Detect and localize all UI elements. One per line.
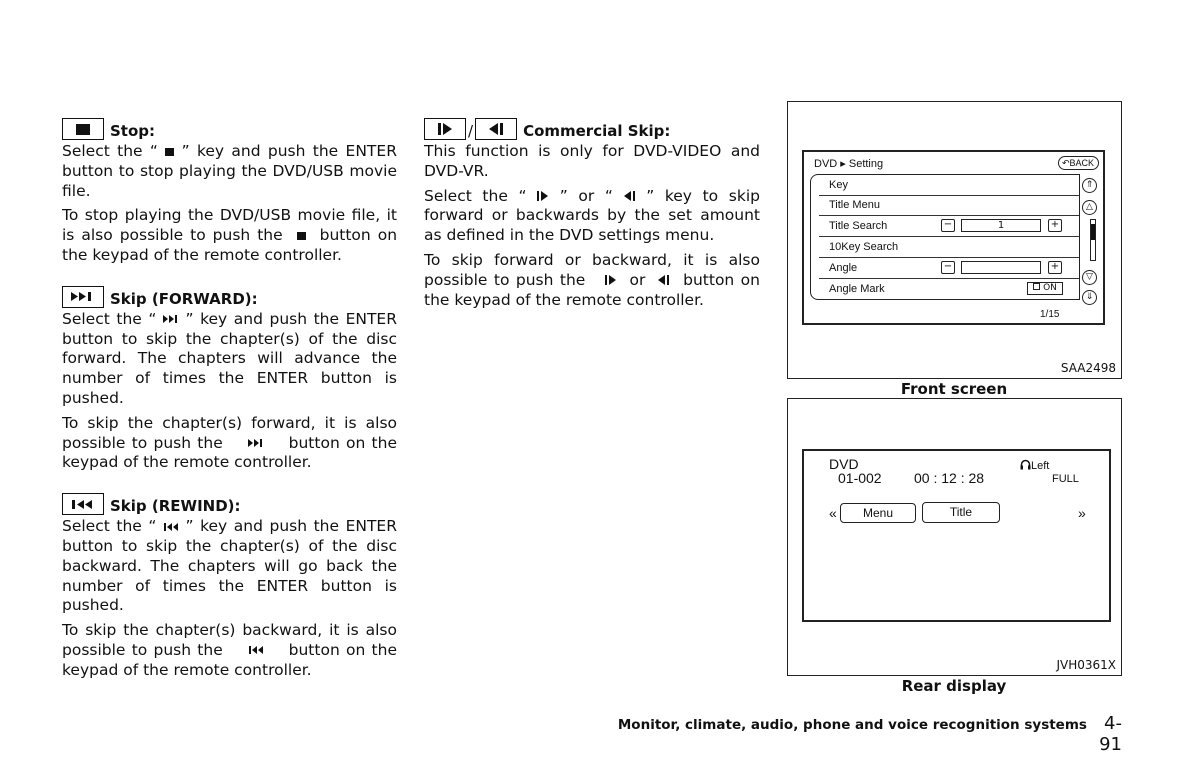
skip-rewind-paragraph-1: Select the “ ” key and push the ENTER button to skip the chapter(s) of the disc backward. The chapters will go back the number of times the ENTER button is pushed. bbox=[62, 517, 398, 615]
menu-item-angle-mark[interactable]: Angle Mark ON bbox=[819, 279, 1079, 299]
next-arrow-icon[interactable]: » bbox=[1078, 505, 1086, 521]
rear-display-screen bbox=[802, 449, 1111, 622]
commercial-skip-paragraph-2: Select the “ ” or “ ” key to skip forward or backwards by the set amount as defined in the DVD settings menu. bbox=[424, 186, 760, 245]
title-search-value: 1 bbox=[961, 219, 1041, 232]
scroll-bottom-icon[interactable]: ⇓ bbox=[1082, 290, 1097, 305]
commercial-skip-back-key-icon bbox=[475, 118, 517, 140]
toggle-indicator-icon bbox=[1033, 283, 1040, 290]
menu-button[interactable]: Menu bbox=[840, 503, 916, 523]
commercial-skip-separator: / bbox=[468, 122, 474, 140]
rear-display-caption: Rear display bbox=[901, 677, 1007, 695]
stop-heading bbox=[62, 114, 397, 140]
skip-forward-icon bbox=[163, 315, 179, 323]
skip-forward-paragraph-2: To skip the chapter(s) forward, it is also possible to push the button on the keypad of the remote controller. bbox=[62, 413, 397, 472]
prev-arrow-icon[interactable]: « bbox=[829, 505, 837, 521]
track-number: 01-002 bbox=[838, 470, 882, 486]
footer-section-title: Monitor, climate, audio, phone and voice recognition systems bbox=[617, 717, 1087, 733]
commercial-skip-forward-icon bbox=[605, 275, 617, 285]
commercial-skip-back-icon bbox=[658, 275, 670, 285]
skip-rewind-icon bbox=[248, 646, 264, 654]
skip-rewind-heading bbox=[62, 489, 397, 515]
angle-plus-button[interactable]: + bbox=[1048, 261, 1062, 274]
commercial-skip-forward-icon bbox=[537, 191, 549, 201]
skip-forward-paragraph-1: Select the “ ” key and push the ENTER button to skip the chapter(s) of the disc forward. The chapters will advance the number of times the ENTER button is pushed. bbox=[62, 309, 398, 407]
menu-item-10key-search[interactable]: 10Key Search bbox=[819, 237, 1079, 258]
stop-key-icon bbox=[62, 118, 104, 140]
stop-paragraph-2: To stop playing the DVD/USB movie file, it is also possible to push the button on the keypad of the remote controller. bbox=[62, 206, 398, 264]
skip-forward-icon bbox=[248, 439, 264, 447]
audio-channel: Left bbox=[1020, 459, 1049, 472]
page-footer bbox=[600, 713, 1122, 755]
stop-icon bbox=[297, 232, 306, 240]
rear-display-figure bbox=[787, 398, 1122, 676]
stop-label: Stop: bbox=[110, 122, 156, 140]
source-label: DVD bbox=[829, 456, 859, 472]
front-screen-display bbox=[802, 150, 1105, 325]
commercial-skip-paragraph-3: To skip forward or backward, it is also possible to push the or button on the keypad of the remote controller. bbox=[424, 250, 760, 309]
commercial-skip-heading bbox=[424, 114, 760, 140]
stop-icon bbox=[165, 148, 174, 156]
menu-item-title-menu[interactable]: Title Menu bbox=[819, 195, 1079, 216]
menu-item-title-search[interactable]: Title Search − 1 + bbox=[819, 216, 1079, 237]
figure-code: SAA2498 bbox=[1060, 361, 1116, 375]
middle-column bbox=[424, 114, 760, 315]
skip-forward-label: Skip (FORWARD): bbox=[110, 289, 258, 308]
scrollbar-thumb[interactable] bbox=[1091, 224, 1095, 240]
figure-code: JVH0361X bbox=[1056, 658, 1116, 672]
left-column bbox=[62, 114, 397, 686]
skip-rewind-label: Skip (REWIND): bbox=[110, 497, 241, 516]
commercial-skip-label: Commercial Skip: bbox=[523, 122, 671, 140]
back-button[interactable]: ↶BACK bbox=[1058, 156, 1099, 170]
scrollbar[interactable] bbox=[1090, 219, 1096, 261]
angle-mark-toggle[interactable]: ON bbox=[1027, 282, 1063, 295]
skip-rewind-paragraph-2: To skip the chapter(s) backward, it is also possible to push the button on the keypad of the remote controller. bbox=[62, 621, 397, 679]
page-number: 4-91 bbox=[1099, 713, 1122, 755]
headphones-icon bbox=[1020, 459, 1031, 470]
skip-rewind-icon bbox=[163, 523, 179, 531]
scroll-top-icon[interactable]: ⇑ bbox=[1082, 178, 1097, 193]
front-screen-caption: Front screen bbox=[900, 380, 1008, 398]
settings-list bbox=[810, 174, 1080, 300]
scroll-down-icon[interactable]: ▽ bbox=[1082, 270, 1097, 285]
breadcrumb: DVD ▸ Setting bbox=[814, 158, 884, 170]
elapsed-time: 00 : 12 : 28 bbox=[914, 470, 985, 486]
skip-rewind-key-icon bbox=[62, 493, 104, 515]
front-screen-figure bbox=[787, 101, 1122, 379]
scroll-up-icon[interactable]: △ bbox=[1082, 200, 1097, 215]
stop-paragraph-1: Select the “ ” key and push the ENTER button to stop playing the DVD/USB movie file. bbox=[62, 142, 397, 200]
title-search-plus-button[interactable]: + bbox=[1048, 219, 1062, 232]
commercial-skip-back-icon bbox=[624, 191, 636, 201]
menu-item-key[interactable]: Key bbox=[819, 175, 1079, 196]
skip-forward-heading bbox=[62, 282, 397, 308]
page-indicator: 1/15 bbox=[1040, 309, 1060, 320]
angle-minus-button[interactable]: − bbox=[941, 261, 955, 274]
skip-forward-key-icon bbox=[62, 286, 104, 308]
menu-item-angle[interactable]: Angle − + bbox=[819, 258, 1079, 279]
title-button[interactable]: Title bbox=[922, 502, 1000, 523]
commercial-skip-forward-key-icon bbox=[424, 118, 466, 140]
title-search-minus-button[interactable]: − bbox=[941, 219, 955, 232]
back-arrow-icon: ↶ bbox=[1061, 158, 1070, 168]
commercial-skip-paragraph-1: This function is only for DVD-VIDEO and DVD-VR. bbox=[424, 142, 760, 180]
display-mode: FULL bbox=[1052, 473, 1079, 485]
angle-value bbox=[961, 261, 1041, 274]
